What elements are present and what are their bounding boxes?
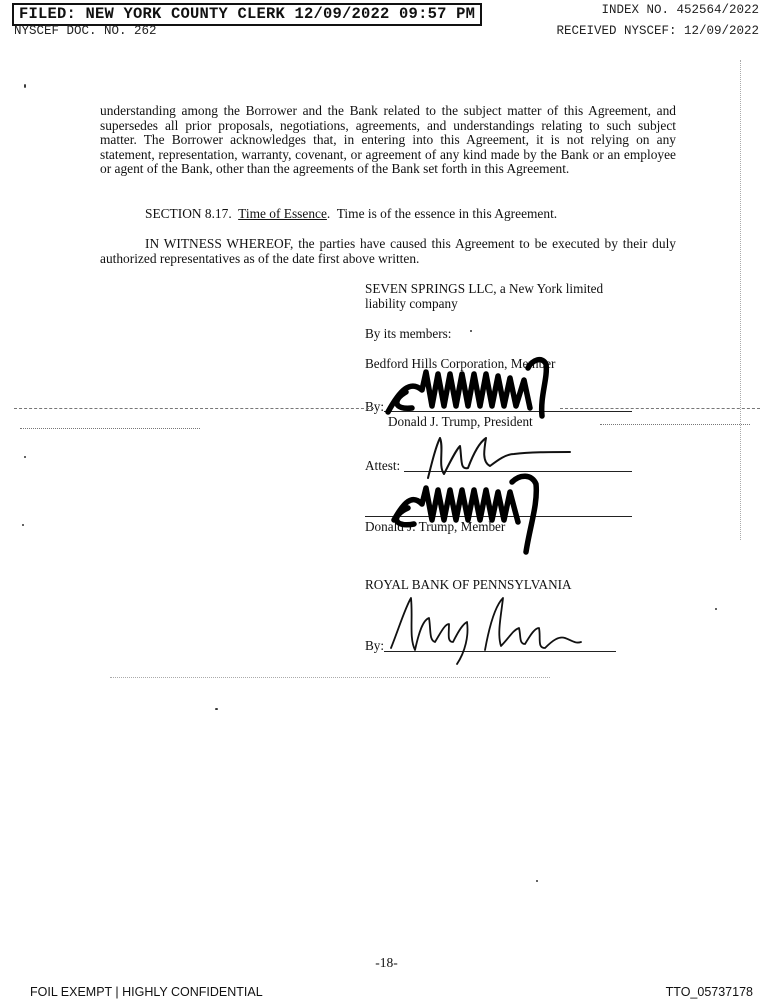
scan-artifact-line (560, 408, 760, 409)
handwritten-bank-signature (385, 588, 585, 668)
attest-label: Attest: (365, 458, 401, 473)
scan-artifact-line (20, 428, 200, 429)
page-number: -18- (375, 955, 398, 970)
scan-speck (715, 608, 717, 610)
index-number: INDEX NO. 452564/2022 (601, 3, 759, 17)
scan-artifact-margin (740, 60, 741, 540)
section-title: Time of Essence (238, 206, 327, 221)
section-text: Time is of the essence in this Agreement. (336, 206, 558, 221)
scan-speck (536, 880, 538, 882)
scan-speck (22, 524, 24, 526)
by-members-label: By its members: (365, 326, 452, 341)
section-8-17: SECTION 8.17. Time of Essence. Time is of the essence in this Agreement. (145, 206, 558, 221)
received-date: RECEIVED NYSCEF: 12/09/2022 (556, 24, 759, 38)
member-corporation: Bedford Hills Corporation, Member (365, 356, 556, 371)
bank-name: ROYAL BANK OF PENNSYLVANIA (365, 577, 572, 592)
company-name-line2: liability company (365, 296, 458, 311)
bates-number: TTO_05737178 (665, 985, 753, 999)
scan-speck (24, 456, 26, 458)
scan-artifact-line (14, 408, 374, 409)
scan-speck (24, 84, 26, 88)
scan-artifact-line (600, 424, 750, 425)
signer-member: Donald J. Trump, Member (365, 519, 506, 534)
by-label-bank: By: (365, 638, 385, 653)
section-number: SECTION 8.17. (145, 206, 232, 221)
signer-president: Donald J. Trump, President (388, 414, 533, 429)
paragraph-entire-agreement: understanding among the Borrower and the Bank related to the subject matter of this Agreement, and supersedes all prior proposals, negotiations, agreements, and understandings relating to such subject matter. The Borrower acknowledges that, in entering into this Agreement, it is not relying on any statement, representation, warranty, covenant, or agreement of any kind made by the Bank or an employee or agent of the Bank, other than the agreements of the Bank set forth in this Agreement. (100, 103, 676, 177)
scan-artifact-line (110, 677, 550, 678)
scan-speck (215, 708, 218, 710)
filed-stamp: FILED: NEW YORK COUNTY CLERK 12/09/2022 09:57 PM (12, 3, 482, 26)
witness-clause: IN WITNESS WHEREOF, the parties have caused this Agreement to be executed by their duly authorized representatives as of the date first above written. (100, 236, 676, 266)
by-label-1: By: (365, 399, 385, 414)
handwritten-signature-1 (380, 350, 560, 430)
scan-speck (470, 330, 472, 332)
doc-number: NYSCEF DOC. NO. 262 (14, 24, 157, 38)
handwritten-signature-2 (380, 470, 550, 560)
confidentiality-label: FOIL EXEMPT | HIGHLY CONFIDENTIAL (30, 985, 263, 999)
company-name-line1: SEVEN SPRINGS LLC, a New York limited (365, 281, 604, 296)
